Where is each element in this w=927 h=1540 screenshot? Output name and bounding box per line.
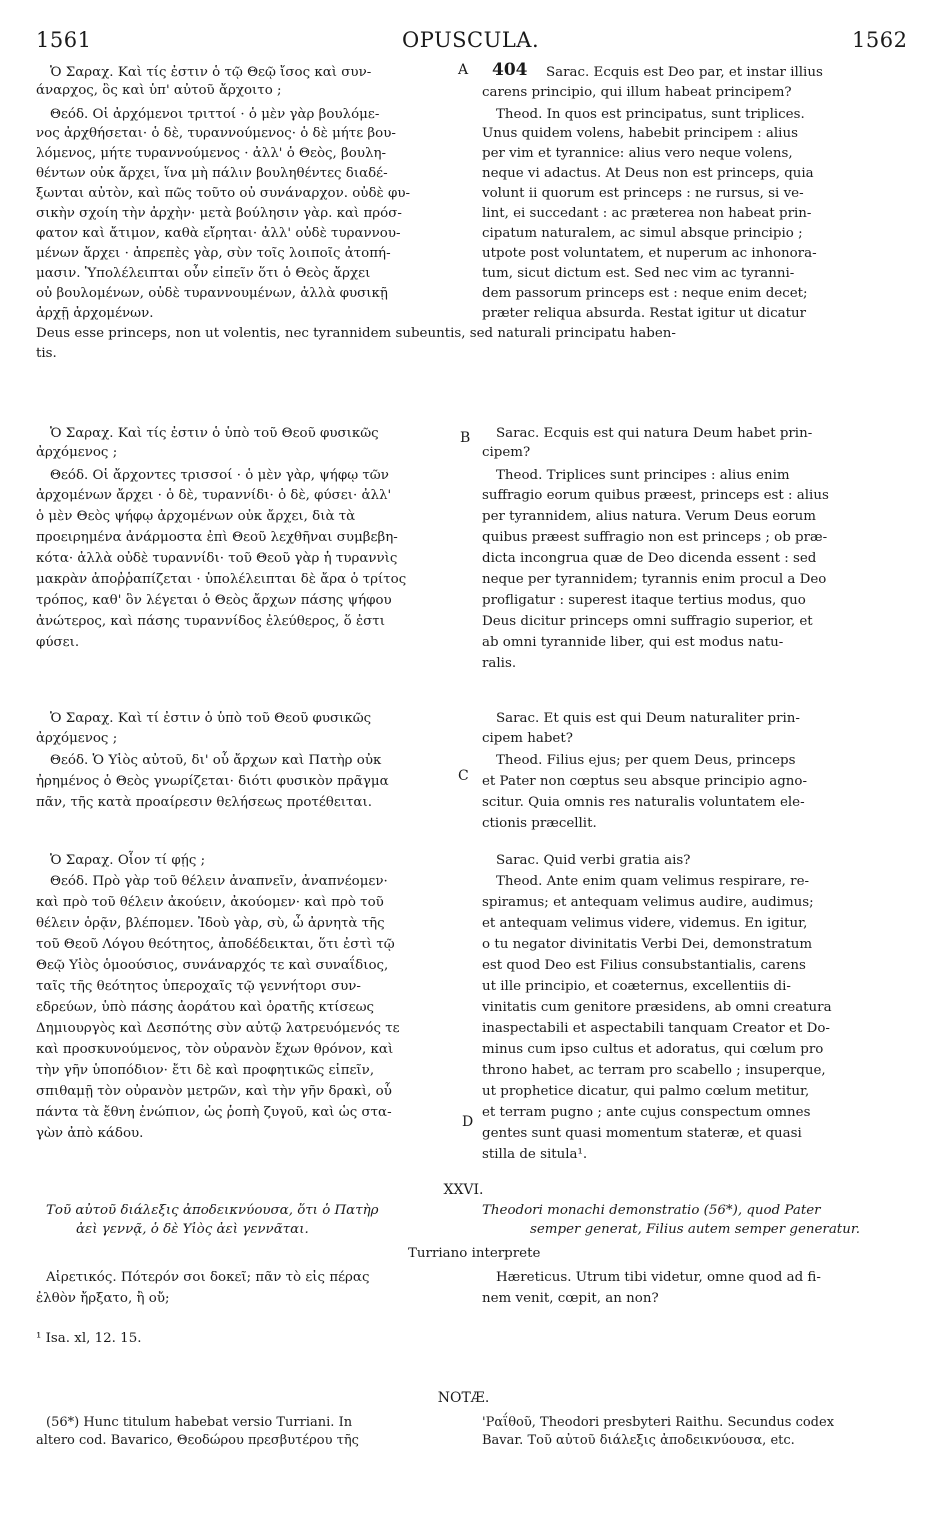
greek-line: κότα· ἀλλὰ οὐδὲ τυραννίδι· τοῦ Θεοῦ γὰρ ἡ τυραννὶς xyxy=(36,551,398,566)
latin-line: et terram pugno ; ante cujus conspectum omnes xyxy=(482,1105,811,1120)
latin-line: Sarac. Ecquis est qui natura Deum habet prin- xyxy=(496,426,813,441)
margin-marker-a: A xyxy=(458,62,469,78)
latin-line: neque per tyrannidem; tyrannis enim procul a Deo xyxy=(482,572,827,587)
latin-line: gentes sunt quasi momentum stateræ, et quasi xyxy=(482,1126,802,1141)
margin-marker-b: B xyxy=(460,430,471,446)
greek-line: λόμενος, μήτε τυραννούμενος · ἀλλ' ὁ Θεὸς, βουλη- xyxy=(36,146,387,161)
latin-line: throno habet, ac terram pro scabello ; insuperque, xyxy=(482,1063,826,1078)
latin-line: ut prophetice dicatur, qui palmo cœlum metitur, xyxy=(482,1084,810,1099)
greek-line: νος ἀρχθήσεται· ὁ δὲ, τυραννούμενος· ὁ δὲ μήτε βου- xyxy=(36,126,396,141)
margin-marker-c: C xyxy=(458,768,469,784)
greek-line: ταῖς τῆς θεότητος ὑπεροχαῖς τῷ γεννήτορι συν- xyxy=(36,979,361,994)
latin-line: inaspectabili et aspectabili tanquam Creator et Do- xyxy=(482,1021,830,1036)
greek-line: Ὁ Σαραχ. Καὶ τίς ἐστιν ὁ τῷ Θεῷ ἴσος καὶ συν- xyxy=(50,65,372,80)
greek-line: τρόπος, καθ' ὃν λέγεται ὁ Θεὸς ἄρχων πάσης ψήφου xyxy=(36,593,392,608)
page-number-right: 1562 xyxy=(852,28,908,52)
greek-line: Αἱρετικός. Πότερόν σοι δοκεῖ; πᾶν τὸ εἰς πέρας xyxy=(46,1270,370,1285)
greek-line: μακρὰν ἀποῤῥαπίζεται · ὑπολέλειπται δὲ ἄρα ὁ τρίτος xyxy=(36,572,407,587)
greek-line: Θεόδ. Οἱ ἄρχοντες τρισσοί · ὁ μὲν γὰρ, ψήφῳ τῶν xyxy=(50,468,389,483)
latin-line: tum, sicut dictum est. Sed nec vim ac tyranni- xyxy=(482,266,795,281)
greek-line: μένων ἄρχει · ἀπρεπὲς γὰρ, σὺν τοῖς λοιποῖς ἀτοπή- xyxy=(36,246,391,261)
greek-line: πᾶν, τῆς κατὰ προαίρεσιν θελήσεως προτέθειται. xyxy=(36,795,372,810)
notes-heading: NOTÆ. xyxy=(437,1390,490,1406)
latin-line: lint, ei succedant : ac præterea non habeat prin- xyxy=(482,206,812,221)
latin-line: Theod. In quos est principatus, sunt triplices. xyxy=(496,107,805,122)
translator-note: Turriano interprete xyxy=(408,1246,541,1261)
latin-line: per tyrannidem, alius natura. Verum Deus eorum xyxy=(482,509,817,524)
greek-line: ὁ μὲν Θεὸς ψήφῳ ἀρχομένων οὐκ ἄρχει, διὰ τὰ xyxy=(36,509,356,524)
greek-line: άναρχος, ὃς καὶ ὑπ' αὐτοῦ ἄρχοιτο ; xyxy=(36,83,282,98)
latin-line: scitur. Quia omnis res naturalis voluntatem ele- xyxy=(482,795,805,810)
page-number-left: 1561 xyxy=(36,28,92,52)
greek-line: καὶ προσκυνούμενος, τὸν οὐρανὸν ἔχων θρόνον, καὶ xyxy=(36,1042,394,1057)
section-title-greek: ἀεὶ γεννᾷ, ὁ δὲ Υἱὸς ἀεὶ γεννᾶται. xyxy=(76,1222,309,1237)
section-title-latin: Theodori monachi demonstratio (56*), quod Pater xyxy=(482,1203,821,1218)
latin-line: cipem habet? xyxy=(482,731,573,746)
latin-line: præter reliqua absurda. Restat igitur ut dicatur xyxy=(482,306,807,321)
greek-line: καὶ πρὸ τοῦ θέλειν ἀκούειν, ἀκούομεν· καὶ πρὸ τοῦ xyxy=(36,895,384,910)
latin-line: neque vi adactus. At Deus non est princeps, quia xyxy=(482,166,814,181)
latin-line: Theod. Filius ejus; per quem Deus, princeps xyxy=(496,753,796,768)
latin-line: Sarac. Et quis est qui Deum naturaliter prin- xyxy=(496,711,800,726)
latin-line: suffragio eorum quibus præest, princeps est : alius xyxy=(482,488,829,503)
latin-line: Hæreticus. Utrum tibi videtur, omne quod ad fi- xyxy=(496,1270,821,1285)
greek-line: Θεόδ. Ὁ Υἱὸς αὐτοῦ, δι' οὗ ἄρχων καὶ Πατὴρ οὐκ xyxy=(50,753,382,768)
section-number: XXVI. xyxy=(443,1182,484,1198)
latin-line: ralis. xyxy=(482,656,517,671)
latin-line: o tu negator divinitatis Verbi Dei, demonstratum xyxy=(482,937,813,952)
scripture-footnote: ¹ Isa. xl, 12. 15. xyxy=(36,1331,142,1346)
latin-line: volunt ii quorum est princeps : ne rursus, si ve- xyxy=(482,186,804,201)
note-line: 'Ραΐθοῦ, Theodori presbyteri Raithu. Secundus codex xyxy=(482,1415,835,1430)
greek-line: φατον καὶ ἄτιμον, καθὰ εἴρηται· ἀλλ' οὐδὲ τυραννου- xyxy=(36,226,401,241)
section-title-latin: semper generat, Filius autem semper generatur. xyxy=(530,1222,860,1237)
latin-line: et antequam velimus videre, videmus. En igitur, xyxy=(482,916,808,931)
running-title: OPUSCULA. xyxy=(402,28,540,52)
latin-line: et Pater non cœptus seu absque principio agno- xyxy=(482,774,808,789)
latin-line: stilla de situla¹. xyxy=(482,1147,588,1162)
greek-line: εδρεύων, ὑπὸ πάσης ἀοράτου καὶ ὁρατῆς κτίσεως xyxy=(36,1000,375,1015)
latin-line: cipatum naturalem, ac simul absque principio ; xyxy=(482,226,803,241)
greek-line: ξωνται αὐτὸν, καὶ πῶς τοῦτο οὐ συνάναρχον. οὐδὲ φυ- xyxy=(36,186,410,201)
latin-line: utpote post voluntatem, et nuperum ac inhonora- xyxy=(482,246,817,261)
latin-line: quibus præest suffragio non est princeps ; ob præ- xyxy=(482,530,828,545)
greek-line: φύσει. xyxy=(36,635,80,650)
margin-marker-d: D xyxy=(462,1114,474,1130)
latin-line: spiramus; et antequam velimus audire, audimus; xyxy=(482,895,814,910)
greek-line: πάντα τὰ ἔθνη ἐνώπιον, ὡς ῥοπὴ ζυγοῦ, καὶ ὡς στα- xyxy=(36,1105,392,1120)
greek-line: τὴν γῆν ὑποπόδιον· ἔτι δὲ καὶ προφητικῶς εἰπεῖν, xyxy=(36,1063,375,1078)
latin-line: per vim et tyrannice: alius vero neque volens, xyxy=(482,146,793,161)
latin-line: profligatur : superest itaque tertius modus, quo xyxy=(482,593,806,608)
greek-line: οὐ βουλομένων, οὐδὲ τυραννουμένων, ἀλλὰ φυσικῇ xyxy=(36,286,388,301)
greek-line: Ὁ Σαραχ. Καὶ τί ἐστιν ὁ ὑπὸ τοῦ Θεοῦ φυσικῶς xyxy=(50,711,372,726)
greek-line: σπιθαμῇ τὸν οὐρανὸν μετρῶν, καὶ τὴν γῆν δρακὶ, οὗ xyxy=(36,1084,392,1099)
latin-line: Sarac. Ecquis est Deo par, et instar illius xyxy=(546,65,823,80)
greek-line: Θεόδ. Οἱ ἀρχόμενοι τριττοί · ὁ μὲν γὰρ βουλόμε- xyxy=(50,107,380,122)
greek-line: Ὁ Σαραχ. Καὶ τίς ἐστιν ὁ ὑπὸ τοῦ Θεοῦ φυσικῶς xyxy=(50,426,379,441)
greek-line: γὼν ἀπὸ κάδου. xyxy=(36,1126,144,1141)
greek-line: σικὴν σχοίη τὴν ἀρχὴν· μετὰ βούλησιν γὰρ. καὶ πρόσ- xyxy=(36,206,402,221)
latin-line: nem venit, cœpit, an non? xyxy=(482,1291,659,1306)
greek-line: ἀρχόμενος ; xyxy=(36,731,118,746)
greek-line: Θεόδ. Πρὸ γὰρ τοῦ θέλειν ἀναπνεῖν, ἀναπνέομεν· xyxy=(50,874,388,889)
greek-line: τοῦ Θεοῦ Λόγου θεότητος, ἀποδέδεικται, ὅτι ἐστὶ τῷ xyxy=(36,937,395,952)
greek-line: ἐλθὸν ἤρξατο, ἢ οὔ; xyxy=(36,1291,170,1306)
note-line: altero cod. Bavarico, Θεοδώρου πρεσβυτέρου τῆς xyxy=(36,1433,359,1448)
latin-line: Sarac. Quid verbi gratia ais? xyxy=(496,853,691,868)
latin-line: ut ille principio, et coæternus, excellentiis di- xyxy=(482,979,791,994)
greek-line: ἠρημένος ὁ Θεὸς γνωρίζεται· διότι φυσικὸν πρᾶγμα xyxy=(36,774,389,789)
latin-line: dem passorum princeps est : neque enim decet; xyxy=(482,286,808,301)
latin-line: ctionis præcellit. xyxy=(482,816,597,831)
greek-line: ἀνώτερος, καὶ πάσης τυραννίδος ἐλεύθερος, ὅ ἐστι xyxy=(36,614,385,629)
greek-line: Ὁ Σαραχ. Οἷον τί φῄς ; xyxy=(50,853,206,868)
section-title-greek: Τοῦ αὐτοῦ διάλεξις ἀποδεικνύουσα, ὅτι ὁ Πατὴρ xyxy=(46,1203,379,1218)
greek-line: Θεῷ Υἱὸς ὁμοούσιος, συνάναρχός τε καὶ συναΐδιος, xyxy=(36,958,389,973)
greek-line: ἀρχόμενος ; xyxy=(36,445,118,460)
latin-line: vinitatis cum genitore præsidens, ab omni creatura xyxy=(482,1000,832,1015)
greek-line: θέλειν ὁρᾷν, βλέπομεν. Ἰδοὺ γὰρ, σὺ, ὦ ἀρνητὰ τῆς xyxy=(36,916,385,931)
greek-line: Δημιουργὸς καὶ Δεσπότης σὺν αὐτῷ λατρευόμενός τε xyxy=(36,1021,400,1036)
latin-line: Theod. Ante enim quam velimus respirare, re- xyxy=(496,874,810,889)
note-line: (56*) Hunc titulum habebat versio Turriani. In xyxy=(46,1415,353,1430)
latin-line: cipem? xyxy=(482,445,531,460)
note-line: Bavar. Τοῦ αὐτοῦ διάλεξις ἀποδεικνύουσα, etc. xyxy=(482,1433,795,1448)
latin-full-width-line: tis. xyxy=(36,346,57,361)
latin-line: Deus dicitur princeps omni suffragio superior, et xyxy=(482,614,813,629)
latin-line: ab omni tyrannide liber, qui est modus natu- xyxy=(482,635,784,650)
greek-line: προειρημένα ἀνάρμοστα ἐπὶ Θεοῦ λεχθῆναι συμβεβη- xyxy=(36,530,398,545)
latin-line: Theod. Triplices sunt principes : alius enim xyxy=(496,468,790,483)
latin-line: Unus quidem volens, habebit principem : alius xyxy=(482,126,798,141)
greek-line: ἀρχομένων ἄρχει · ὁ δὲ, τυραννίδι· ὁ δὲ, φύσει· ἀλλ' xyxy=(36,488,392,503)
greek-line: μασιν. Ὑπολέλειπται οὖν εἰπεῖν ὅτι ὁ Θεὸς ἄρχει xyxy=(36,266,371,281)
latin-line: minus cum ipso cultus et adoratus, qui cœlum pro xyxy=(482,1042,824,1057)
greek-line: ἀρχῇ ἀρχομένων. xyxy=(36,306,154,321)
latin-line: dicta incongrua quæ de Deo dicenda essent : sed xyxy=(482,551,817,566)
column-number: 404 xyxy=(492,60,528,80)
greek-line: θέντων οὐκ ἄρχει, ἵνα μὴ πάλιν βουληθέντες διαδέ- xyxy=(36,166,388,181)
latin-line: est quod Deo est Filius consubstantialis, carens xyxy=(482,958,806,973)
latin-line: carens principio, qui illum habeat principem? xyxy=(482,85,792,100)
latin-full-width-line: Deus esse princeps, non ut volentis, nec tyrannidem subeuntis, sed naturali principatu haben- xyxy=(36,326,676,341)
